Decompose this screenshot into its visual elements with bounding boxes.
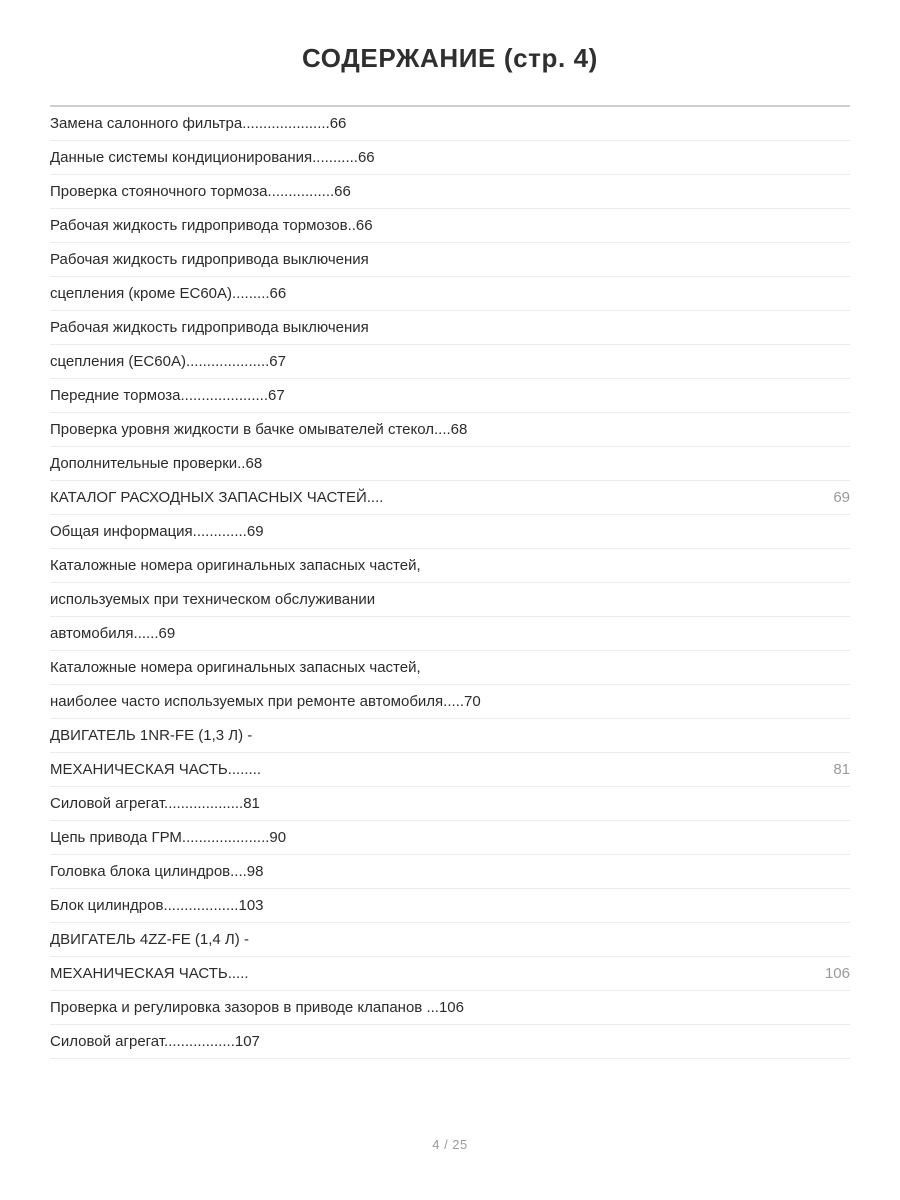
toc-entry-label: автомобиля......69 xyxy=(50,624,176,642)
toc-entry-label: используемых при техническом обслуживании xyxy=(50,590,376,608)
toc-entry-label: Рабочая жидкость гидропривода выключения xyxy=(50,318,369,336)
toc-entry-label: Силовой агрегат.................107 xyxy=(50,1032,260,1050)
toc-entry[interactable] xyxy=(50,617,850,651)
toc-entry-label: сцепления (кроме EC60A).........66 xyxy=(50,284,287,302)
toc-entry-label: МЕХАНИЧЕСКАЯ ЧАСТЬ........ xyxy=(50,760,262,778)
toc-entry-label: Рабочая жидкость гидропривода выключения xyxy=(50,250,369,268)
page-pagination: 4 / 25 xyxy=(432,1137,468,1152)
content-spacer xyxy=(0,1059,900,1137)
toc-entry-label: Дополнительные проверки..68 xyxy=(50,454,263,472)
toc-entry-label: Блок цилиндров..................103 xyxy=(50,896,264,914)
toc-entry[interactable] xyxy=(50,515,850,549)
toc-entry[interactable] xyxy=(50,243,850,277)
toc-entry[interactable] xyxy=(50,787,850,821)
toc-entry-label: ДВИГАТЕЛЬ 1NR-FE (1,3 Л) - xyxy=(50,726,253,744)
toc-entry-label: Общая информация.............69 xyxy=(50,522,264,540)
toc-entry[interactable] xyxy=(50,549,850,583)
toc-entry[interactable] xyxy=(50,821,850,855)
toc-entry-page-number: 81 xyxy=(833,760,850,778)
toc-entry-label: Проверка уровня жидкости в бачке омывателей стекол....68 xyxy=(50,420,468,438)
toc-entry-label: сцепления (EC60A)....................67 xyxy=(50,352,286,370)
toc-entry[interactable] xyxy=(50,379,850,413)
toc-entry[interactable] xyxy=(50,753,850,787)
toc-entry[interactable] xyxy=(50,685,850,719)
toc-entry[interactable] xyxy=(50,957,850,991)
toc-entry-label: Каталожные номера оригинальных запасных частей, xyxy=(50,556,421,574)
toc-entry-label: КАТАЛОГ РАСХОДНЫХ ЗАПАСНЫХ ЧАСТЕЙ.... xyxy=(50,488,384,506)
toc-entry[interactable] xyxy=(50,1025,850,1059)
toc-entry-label: Головка блока цилиндров....98 xyxy=(50,862,264,880)
toc-entry-label: Передние тормоза.....................67 xyxy=(50,386,285,404)
toc-entry-page-number: 69 xyxy=(833,488,850,506)
toc-entry[interactable] xyxy=(50,481,850,515)
toc-entry-label: наиболее часто используемых при ремонте автомобиля.....70 xyxy=(50,692,481,710)
toc-entry-label: Силовой агрегат...................81 xyxy=(50,794,260,812)
toc-entry[interactable] xyxy=(50,175,850,209)
toc-entry[interactable] xyxy=(50,991,850,1025)
toc-entry[interactable] xyxy=(50,855,850,889)
toc-entry-label: Проверка стояночного тормоза................66 xyxy=(50,182,351,200)
toc-entry[interactable] xyxy=(50,345,850,379)
toc-entry[interactable] xyxy=(50,141,850,175)
toc-entry-label: Данные системы кондиционирования...........66 xyxy=(50,148,375,166)
toc-entry[interactable] xyxy=(50,277,850,311)
toc-entry[interactable] xyxy=(50,107,850,141)
toc-entry-label: Рабочая жидкость гидропривода тормозов..66 xyxy=(50,216,373,234)
table-of-contents xyxy=(50,107,850,1059)
toc-entry[interactable] xyxy=(50,413,850,447)
toc-entry[interactable] xyxy=(50,651,850,685)
toc-entry-label: МЕХАНИЧЕСКАЯ ЧАСТЬ..... xyxy=(50,964,249,982)
toc-entry[interactable] xyxy=(50,447,850,481)
toc-entry[interactable] xyxy=(50,311,850,345)
toc-entry-label: ДВИГАТЕЛЬ 4ZZ-FE (1,4 Л) - xyxy=(50,930,249,948)
toc-entry-label: Каталожные номера оригинальных запасных частей, xyxy=(50,658,421,676)
toc-entry-label: Цепь привода ГРМ.....................90 xyxy=(50,828,287,846)
toc-entry-label: Замена салонного фильтра.....................66 xyxy=(50,114,347,132)
toc-entry-label: Проверка и регулировка зазоров в приводе клапанов ...106 xyxy=(50,998,464,1016)
toc-entry[interactable] xyxy=(50,583,850,617)
toc-entry[interactable] xyxy=(50,889,850,923)
toc-entry[interactable] xyxy=(50,209,850,243)
page-title: СОДЕРЖАНИЕ (стр. 4) xyxy=(302,43,598,73)
toc-entry[interactable] xyxy=(50,923,850,957)
toc-entry-page-number: 106 xyxy=(824,964,850,982)
toc-entry[interactable] xyxy=(50,719,850,753)
